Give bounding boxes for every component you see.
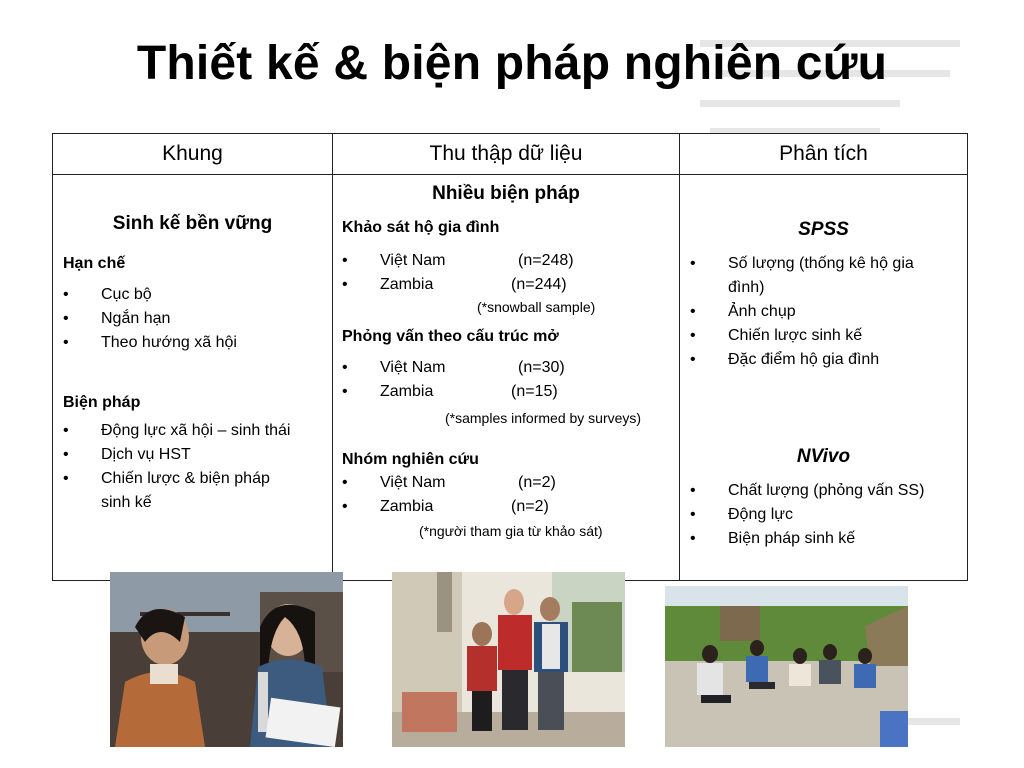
group-portrait-drawing bbox=[392, 572, 625, 747]
research-design-table bbox=[52, 133, 968, 581]
han-che-item: Theo hướng xã hội bbox=[101, 334, 237, 351]
bullet: • bbox=[63, 310, 69, 327]
group-note: (*người tham gia từ khảo sát) bbox=[419, 523, 603, 539]
group-portrait-photo bbox=[392, 572, 625, 747]
khung-heading: Sinh kế bền vững bbox=[112, 213, 273, 234]
nvivo-label: NVivo bbox=[796, 446, 851, 467]
bullet: • bbox=[342, 498, 348, 515]
column-header-thu-thap: Thu thập dữ liệu bbox=[333, 134, 680, 175]
bullet: • bbox=[63, 334, 69, 351]
cell-thu-thap bbox=[333, 175, 680, 581]
interview-country: Zambia bbox=[380, 383, 434, 400]
nvivo-item: Chất lượng (phỏng vấn SS) bbox=[728, 482, 925, 499]
bullet: • bbox=[63, 470, 69, 487]
bullet: • bbox=[690, 351, 696, 368]
han-che-label: Hạn chế bbox=[63, 255, 126, 272]
page-title: Thiết kế & biện pháp nghiên cứu bbox=[136, 37, 888, 90]
spss-item-cont: đình) bbox=[728, 279, 765, 296]
interview-note: (*samples informed by surveys) bbox=[445, 410, 642, 426]
han-che-item: Cục bộ bbox=[101, 286, 152, 303]
nvivo-item: Biện pháp sinh kế bbox=[728, 530, 856, 547]
bien-phap-label: Biện pháp bbox=[63, 394, 141, 411]
interview-label: Phỏng vấn theo cấu trúc mở bbox=[342, 328, 559, 345]
bien-phap-item: Chiến lược & biện pháp bbox=[101, 470, 270, 487]
column-header-khung: Khung bbox=[53, 134, 333, 175]
bullet: • bbox=[690, 482, 696, 499]
bullet: • bbox=[63, 422, 69, 439]
group-n: (n=2) bbox=[511, 498, 549, 515]
bullet: • bbox=[690, 530, 696, 547]
bullet: • bbox=[342, 383, 348, 400]
spss-item: Đặc điểm hộ gia đình bbox=[728, 351, 880, 368]
bullet: • bbox=[342, 276, 348, 293]
interview-country: Việt Nam bbox=[380, 359, 446, 376]
bullet: • bbox=[342, 359, 348, 376]
survey-country: Việt Nam bbox=[380, 252, 446, 269]
bullet: • bbox=[342, 252, 348, 269]
interview-n: (n=15) bbox=[511, 383, 558, 400]
group-country: Zambia bbox=[380, 498, 434, 515]
bien-phap-item-cont: sinh kế bbox=[101, 494, 152, 511]
bullet: • bbox=[342, 474, 348, 491]
group-n: (n=2) bbox=[518, 474, 556, 491]
bullet: • bbox=[690, 506, 696, 523]
survey-note: (*snowball sample) bbox=[477, 299, 596, 315]
survey-n: (n=244) bbox=[511, 276, 567, 293]
bullet: • bbox=[690, 255, 696, 272]
bullet: • bbox=[690, 327, 696, 344]
spss-item: Số lượng (thống kê hộ gia bbox=[728, 255, 914, 272]
thu-thap-heading: Nhiều biện pháp bbox=[432, 183, 580, 204]
interview-photo-drawing bbox=[110, 572, 343, 747]
focus-group-photo bbox=[665, 586, 908, 747]
column-header-phan-tich: Phân tích bbox=[680, 134, 968, 175]
interview-photo bbox=[110, 572, 343, 747]
interview-n: (n=30) bbox=[518, 359, 565, 376]
survey-n: (n=248) bbox=[518, 252, 574, 269]
nvivo-item: Động lực bbox=[728, 506, 793, 523]
bullet: • bbox=[690, 303, 696, 320]
survey-country: Zambia bbox=[380, 276, 434, 293]
cell-phan-tich bbox=[680, 175, 968, 581]
bien-phap-item: Dịch vụ HST bbox=[101, 446, 191, 463]
bullet: • bbox=[63, 286, 69, 303]
bien-phap-item: Động lực xã hội – sinh thái bbox=[101, 422, 291, 439]
cell-khung bbox=[53, 175, 333, 581]
spss-item: Chiến lược sinh kế bbox=[728, 327, 863, 344]
bullet: • bbox=[63, 446, 69, 463]
group-label: Nhóm nghiên cứu bbox=[342, 451, 479, 468]
han-che-item: Ngắn hạn bbox=[101, 310, 171, 327]
survey-label: Khảo sát hộ gia đình bbox=[342, 219, 500, 236]
spss-label: SPSS bbox=[798, 219, 849, 240]
focus-group-drawing bbox=[665, 586, 908, 747]
spss-item: Ảnh chụp bbox=[728, 303, 796, 320]
group-country: Việt Nam bbox=[380, 474, 446, 491]
